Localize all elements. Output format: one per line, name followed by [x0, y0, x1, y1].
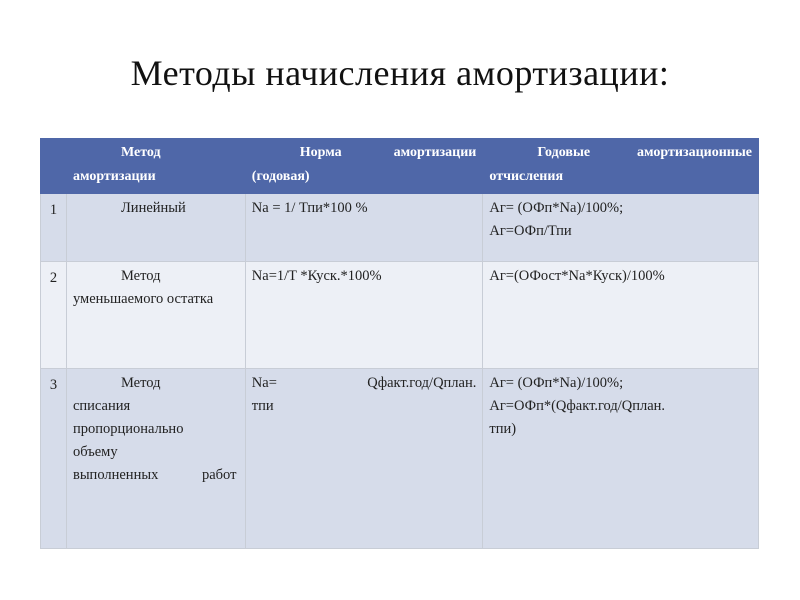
row-norm [245, 262, 483, 369]
row-method-text: Метод списания пропорционально объему выполненных работ [72, 375, 237, 483]
header-annual [483, 139, 759, 194]
row-annual-line1: Аг=(ОФост*Na*Куск)/100% [489, 268, 665, 284]
header-method-line2: амортизации [72, 169, 156, 184]
row-norm [245, 194, 483, 262]
row-annual-line2: Аг=ОФп*(Qфакт.год/Qплан. [489, 398, 666, 414]
row-norm-line1: Na = 1/ Тпи*100 % [251, 200, 368, 216]
row-annual [483, 194, 759, 262]
row-norm-line1: Na=1/T *Куск.*100% [251, 268, 382, 284]
table-row [41, 369, 759, 549]
row-method [66, 369, 245, 549]
header-norm-line2: (годовая) [251, 169, 310, 184]
header-method-line1: Метод [120, 145, 161, 160]
amortization-methods-table [40, 138, 759, 549]
header-number [41, 139, 67, 194]
row-method [66, 262, 245, 369]
row-annual-line2: Аг=ОФп/Тпи [489, 223, 572, 239]
row-number: 3 [41, 369, 67, 549]
header-annual-line2: отчисления [489, 169, 564, 184]
row-annual-line1: Аг= (ОФп*Na)/100%; [489, 200, 624, 216]
row-method [66, 194, 245, 262]
row-norm-line1: Na= Qфакт.год/Qплан. [251, 375, 477, 391]
table-row [41, 194, 759, 262]
row-number: 1 [41, 194, 67, 262]
row-number: 2 [41, 262, 67, 369]
header-annual-line1: Годовые амортизационные [537, 145, 752, 160]
row-annual-line1: Аг= (ОФп*Na)/100%; [489, 375, 624, 391]
row-norm [245, 369, 483, 549]
row-norm-line2: тпи [251, 398, 274, 414]
row-annual [483, 369, 759, 549]
row-annual-line3: тпи) [489, 421, 517, 437]
table-row [41, 262, 759, 369]
row-annual [483, 262, 759, 369]
table-header-row [41, 139, 759, 194]
row-method-text: Метод уменьшаемого остатка [72, 268, 214, 307]
header-norm [245, 139, 483, 194]
row-method-text: Линейный [120, 200, 186, 216]
header-norm-line1: Норма амортизации [299, 145, 477, 160]
header-method [66, 139, 245, 194]
page-title: Методы начисления амортизации: [130, 53, 670, 93]
